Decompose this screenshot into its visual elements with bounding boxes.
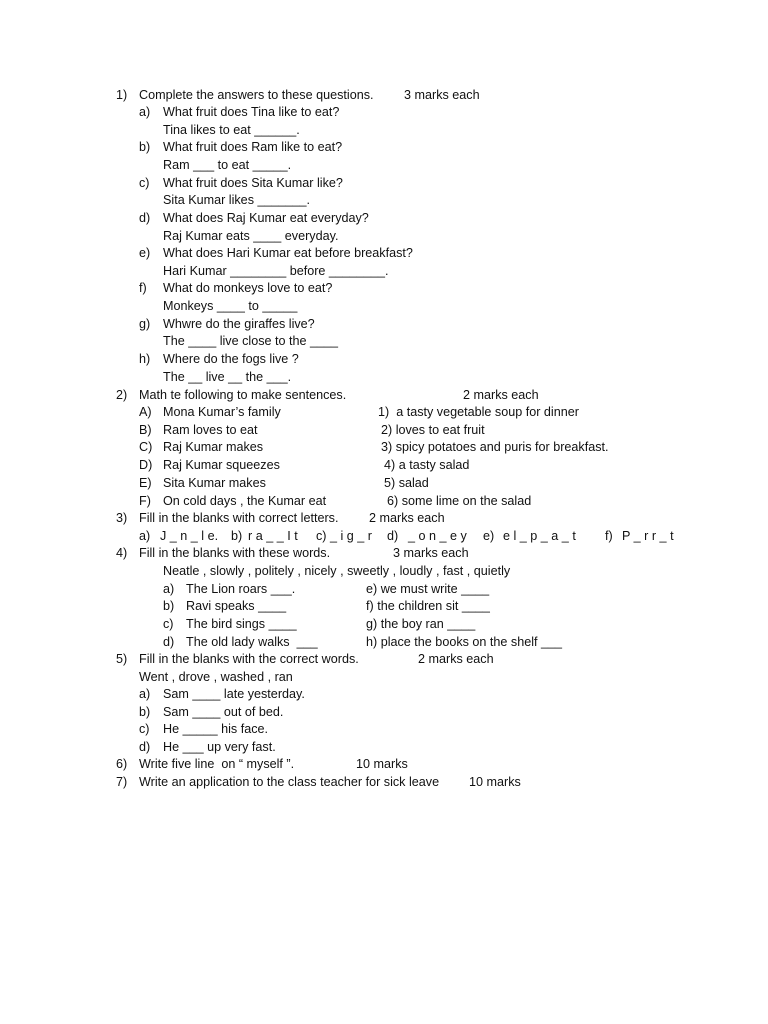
blank-label: f) xyxy=(605,529,613,543)
match-left-text: On cold days , the Kumar eat xyxy=(163,494,327,508)
match-left-text: Raj Kumar makes xyxy=(163,440,264,454)
question-number: 7) xyxy=(116,775,128,789)
item-question: What fruit does Ram like to eat? xyxy=(163,140,343,154)
blank-label: d) xyxy=(387,529,399,543)
item-label: g) xyxy=(139,317,151,331)
item-label: c) xyxy=(139,176,150,190)
question-marks: 3 marks each xyxy=(393,546,469,560)
item-label: a) xyxy=(163,582,175,596)
item-question: What fruit does Tina like to eat? xyxy=(163,105,340,119)
item-text: The old lady walks ___ xyxy=(186,635,318,649)
blank-word: _ o n _ e y xyxy=(408,529,467,543)
blank-label: e) xyxy=(483,529,495,543)
question-marks: 10 marks xyxy=(356,757,408,771)
item-label: d) xyxy=(139,211,151,225)
match-right-text: 2) loves to eat fruit xyxy=(381,423,485,437)
match-left-label: C) xyxy=(139,440,153,454)
match-right-text: 4) a tasty salad xyxy=(384,458,470,472)
item-text-right: e) we must write ____ xyxy=(366,582,490,596)
item-label: d) xyxy=(139,740,151,754)
match-left-text: Ram loves to eat xyxy=(163,423,258,437)
item-text-right: g) the boy ran ____ xyxy=(366,617,476,631)
question-text: Write five line on “ myself ”. xyxy=(139,757,295,771)
item-label: b) xyxy=(139,705,151,719)
blank-word: e l _ p _ a _ t xyxy=(503,529,576,543)
item-label: b) xyxy=(163,599,175,613)
blank-word: P _ r r _ t xyxy=(622,529,674,543)
question-number: 6) xyxy=(116,757,128,771)
item-label: a) xyxy=(139,687,151,701)
item-answer: Tina likes to eat ______. xyxy=(163,123,300,137)
match-right-text: 5) salad xyxy=(384,476,429,490)
match-left-label: D) xyxy=(139,458,153,472)
item-question: What does Hari Kumar eat before breakfast? xyxy=(163,246,413,260)
item-text-right: f) the children sit ____ xyxy=(366,599,490,613)
item-text: Sam ____ late yesterday. xyxy=(163,687,305,701)
blank-label: a) xyxy=(139,529,151,543)
item-question: What do monkeys love to eat? xyxy=(163,281,333,295)
question-text: Math te following to make sentences. xyxy=(139,388,347,402)
match-left-label: A) xyxy=(139,405,152,419)
item-answer: Hari Kumar ________ before ________. xyxy=(163,264,389,278)
question-number: 1) xyxy=(116,88,128,102)
question-marks: 2 marks each xyxy=(463,388,539,402)
blank-label: c) xyxy=(316,529,327,543)
item-answer: Ram ___ to eat _____. xyxy=(163,158,292,172)
item-text: Ravi speaks ____ xyxy=(186,599,287,613)
match-left-label: F) xyxy=(139,494,151,508)
match-left-text: Mona Kumar’s family xyxy=(163,405,281,419)
question-text: Fill in the blanks with these words. xyxy=(139,546,331,560)
item-question: Where do the fogs live ? xyxy=(163,352,299,366)
item-text: The bird sings ____ xyxy=(186,617,297,631)
item-text: He ___ up very fast. xyxy=(163,740,276,754)
blank-label: b) xyxy=(231,529,243,543)
blank-word: _ i g _ r xyxy=(330,529,372,543)
blank-word: r a _ _ I t xyxy=(248,529,298,543)
question-number: 4) xyxy=(116,546,128,560)
question-text: Fill in the blanks with the correct words. xyxy=(139,652,359,666)
question-number: 5) xyxy=(116,652,128,666)
match-right-text: 1) a tasty vegetable soup for dinner xyxy=(378,405,579,419)
item-answer: The ____ live close to the ____ xyxy=(163,334,339,348)
blank-word: J _ n _ l e. xyxy=(160,529,219,543)
question-text: Write an application to the class teacher for sick leave xyxy=(139,775,440,789)
item-text: Sam ____ out of bed. xyxy=(163,705,284,719)
word-bank: Neatle , slowly , politely , nicely , sweetly , loudly , fast , quietly xyxy=(163,564,511,578)
item-text-right: h) place the books on the shelf ___ xyxy=(366,635,563,649)
item-label: c) xyxy=(163,617,174,631)
item-label: c) xyxy=(139,722,150,736)
item-question: What does Raj Kumar eat everyday? xyxy=(163,211,369,225)
item-answer: The __ live __ the ___. xyxy=(163,370,292,384)
question-text: Complete the answers to these questions. xyxy=(139,88,374,102)
question-number: 3) xyxy=(116,511,128,525)
match-right-text: 3) spicy potatoes and puris for breakfast. xyxy=(381,440,609,454)
item-label: e) xyxy=(139,246,151,260)
item-text: The Lion roars ___. xyxy=(186,582,296,596)
item-label: d) xyxy=(163,635,175,649)
item-answer: Monkeys ____ to _____ xyxy=(163,299,298,313)
item-answer: Sita Kumar likes _______. xyxy=(163,193,311,207)
match-right-text: 6) some lime on the salad xyxy=(387,494,532,508)
item-label: b) xyxy=(139,140,151,154)
item-question: Whwre do the giraffes live? xyxy=(163,317,315,331)
question-marks: 2 marks each xyxy=(369,511,445,525)
item-label: h) xyxy=(139,352,151,366)
match-left-text: Sita Kumar makes xyxy=(163,476,266,490)
item-text: He _____ his face. xyxy=(163,722,269,736)
question-marks: 3 marks each xyxy=(404,88,480,102)
question-marks: 2 marks each xyxy=(418,652,494,666)
item-question: What fruit does Sita Kumar like? xyxy=(163,176,343,190)
match-left-label: B) xyxy=(139,423,152,437)
question-marks: 10 marks xyxy=(469,775,521,789)
word-bank: Went , drove , washed , ran xyxy=(139,670,293,684)
item-answer: Raj Kumar eats ____ everyday. xyxy=(163,229,339,243)
match-left-label: E) xyxy=(139,476,152,490)
question-number: 2) xyxy=(116,388,128,402)
item-label: a) xyxy=(139,105,151,119)
item-label: f) xyxy=(139,281,147,295)
match-left-text: Raj Kumar squeezes xyxy=(163,458,280,472)
question-text: Fill in the blanks with correct letters. xyxy=(139,511,339,525)
